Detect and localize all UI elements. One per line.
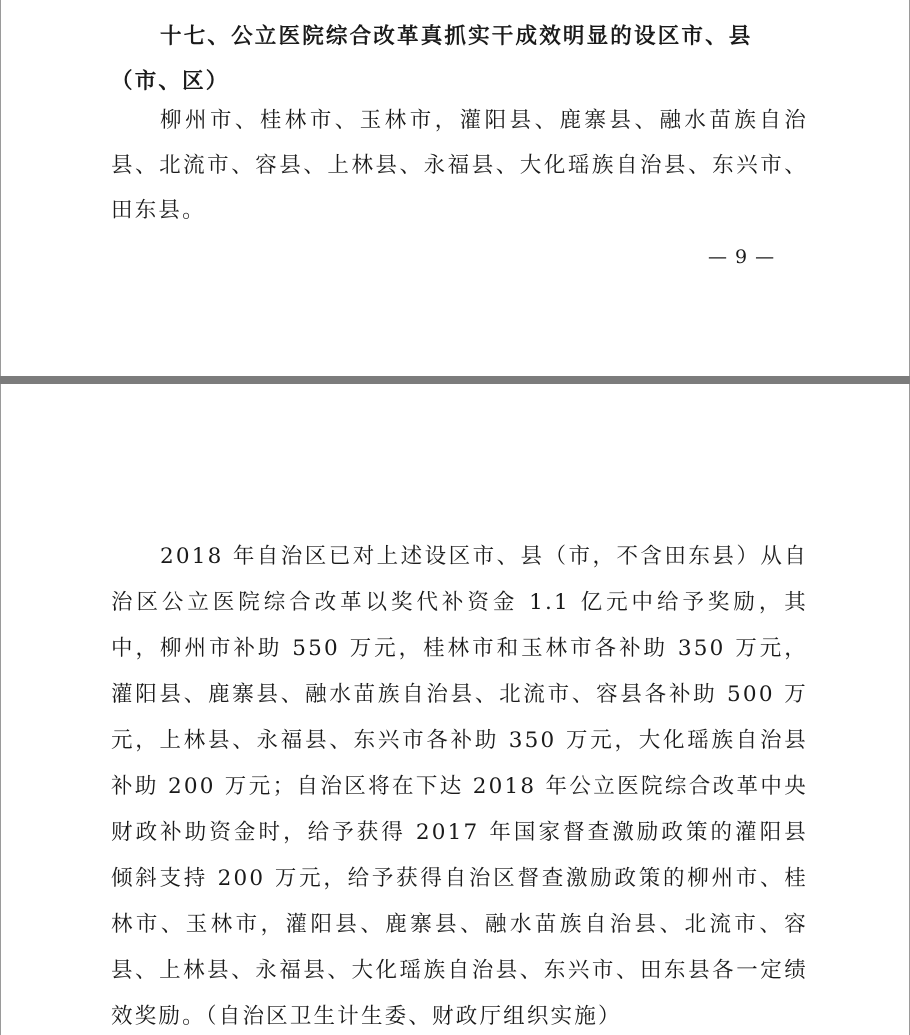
page-10 (0, 384, 910, 1035)
reward-details-paragraph: 2018 年自治区已对上述设区市、县（市，不含田东县）从自治区公立医院综合改革以奖代补资金 1.1 亿元中给予奖励，其中，柳州市补助 550 万元，桂林市和玉林市各补助 350 万元，灌阳县、鹿寨县、融水苗族自治县、北流市、容县各补助 500 万元，上林县、永福县、东兴市各补助 350 万元，大化瑶族自治县补助 200 万元；自治区将在下达 2018 年公立医院综合改革中央财政补助资金时，给予获得 2017 年国家督查激励政策的灌阳县倾斜支持 200 万元，给予获得自治区督查激励政策的柳州市、桂林市、玉林市，灌阳县、鹿寨县、融水苗族自治县、北流市、容县、上林县、永福县、大化瑶族自治县、东兴市、田东县各一定绩效奖励。（自治区卫生计生委、财政厅组织实施） (111, 544, 808, 1029)
page-number: — 9 — (708, 246, 776, 268)
city-list-paragraph: 柳州市、桂林市、玉林市，灌阳县、鹿寨县、融水苗族自治县、北流市、容县、上林县、永福县、大化瑶族自治县、东兴市、田东县。 (111, 108, 808, 223)
section-heading: 十七、公立医院综合改革真抓实干成效明显的设区市、县（市、区） (111, 24, 753, 94)
page-9 (0, 0, 910, 376)
page-separator (0, 376, 910, 384)
